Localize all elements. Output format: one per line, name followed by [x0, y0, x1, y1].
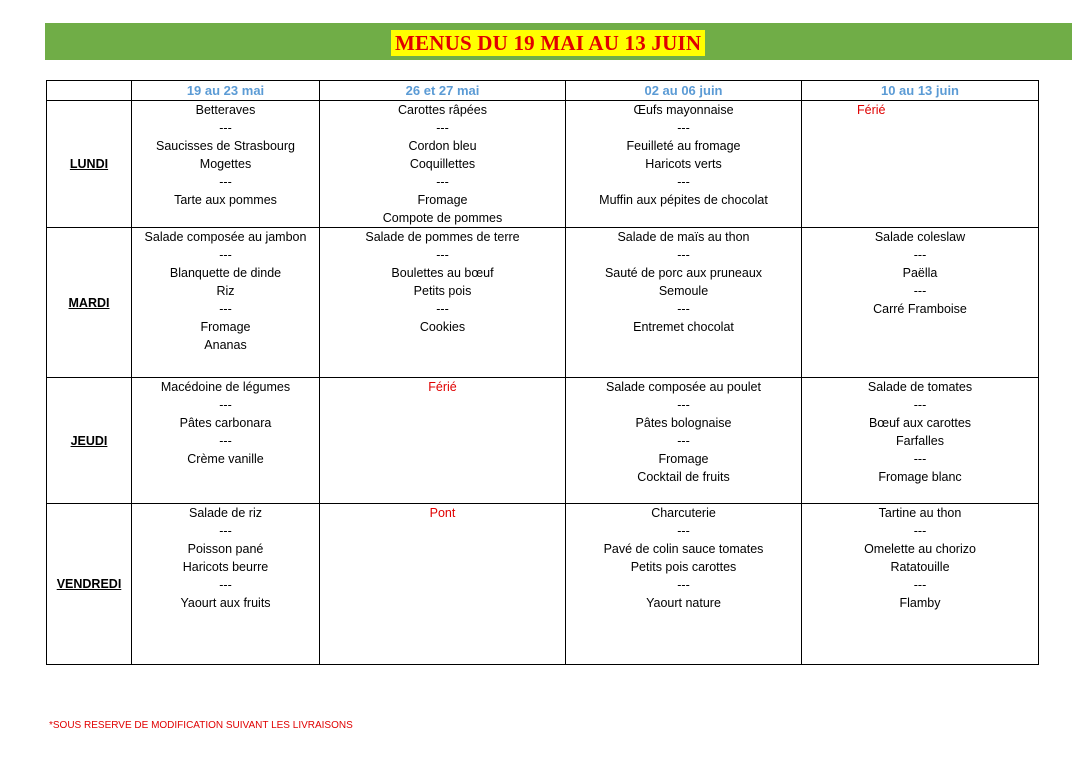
menu-item: Macédoine de légumes: [160, 380, 291, 394]
menu-item: Yaourt aux fruits: [180, 596, 271, 610]
week-header: 02 au 06 juin: [566, 81, 802, 101]
holiday-label: Férié: [428, 380, 457, 394]
menu-item: Tarte aux pommes: [174, 193, 277, 207]
course-separator: ---: [219, 578, 232, 592]
menu-item: Carottes râpées: [398, 103, 487, 117]
header-corner: [47, 81, 132, 101]
holiday-cell: [320, 378, 566, 504]
course-separator: ---: [436, 175, 449, 189]
course-separator: ---: [677, 524, 690, 538]
menu-cell: [132, 101, 320, 228]
menu-cell: [566, 504, 802, 665]
day-label: VENDREDI: [47, 504, 132, 665]
menu-item: Salade de tomates: [867, 380, 973, 394]
menu-item: Petits pois carottes: [630, 560, 737, 574]
day-label: JEUDI: [47, 378, 132, 504]
menu-cell: [566, 378, 802, 504]
menu-item: Salade de riz: [189, 506, 262, 520]
week-header: 19 au 23 mai: [132, 81, 320, 101]
course-separator: ---: [913, 248, 927, 262]
menu-item: Compote de pommes: [382, 211, 503, 225]
header-row: [47, 81, 1039, 101]
course-separator: ---: [219, 175, 232, 189]
menu-cell: [802, 378, 1039, 504]
menu-item: Fromage: [200, 320, 251, 334]
menu-item: Crème vanille: [187, 452, 264, 466]
menu-item: Carré Framboise: [873, 302, 967, 316]
menu-item: Betteraves: [195, 103, 256, 117]
week-header: 26 et 27 mai: [320, 81, 566, 101]
course-separator: ---: [436, 248, 449, 262]
course-separator: ---: [219, 398, 232, 412]
menu-item: Poisson pané: [187, 542, 264, 556]
holiday-cell: [802, 101, 1039, 228]
menu-row-lundi: [47, 101, 1039, 228]
course-separator: ---: [677, 434, 690, 448]
menu-row-jeudi: [47, 378, 1039, 504]
menu-item: Pavé de colin sauce tomates: [603, 542, 764, 556]
menu-item: Pâtes carbonara: [179, 416, 272, 430]
menu-item: Coquillettes: [409, 157, 476, 171]
week-header: 10 au 13 juin: [802, 81, 1039, 101]
holiday-label: Férié: [857, 103, 886, 117]
menu-cell: [566, 101, 802, 228]
menu-table: [46, 80, 1039, 665]
menu-item: Omelette au chorizo: [864, 542, 976, 556]
menu-cell: [802, 228, 1039, 378]
menu-item: Entremet chocolat: [633, 320, 734, 334]
course-separator: ---: [913, 452, 927, 466]
menu-item: Mogettes: [199, 157, 252, 171]
course-separator: ---: [677, 578, 690, 592]
course-separator: ---: [913, 578, 927, 592]
course-separator: ---: [677, 248, 690, 262]
menu-item: Muffin aux pépites de chocolat: [599, 193, 768, 207]
menu-item: Fromage: [417, 193, 468, 207]
course-separator: ---: [677, 302, 690, 316]
day-label: MARDI: [47, 228, 132, 378]
day-label: LUNDI: [47, 101, 132, 228]
menu-cell: [132, 228, 320, 378]
menu-item: Œufs mayonnaise: [633, 103, 734, 117]
menu-item: Cordon bleu: [408, 139, 477, 153]
holiday-cell: [320, 504, 566, 665]
course-separator: ---: [677, 398, 690, 412]
course-separator: ---: [436, 302, 449, 316]
course-separator: ---: [219, 248, 232, 262]
menu-item: Flamby: [899, 596, 941, 610]
menu-item: Sauté de porc aux pruneaux: [604, 266, 763, 280]
menu-item: Salade coleslaw: [874, 230, 966, 244]
menu-item: Ananas: [204, 338, 247, 352]
menu-cell: [132, 504, 320, 665]
menu-item: Riz: [216, 284, 235, 298]
menu-item: Petits pois: [413, 284, 472, 298]
menu-item: Tartine au thon: [878, 506, 962, 520]
course-separator: ---: [913, 284, 927, 298]
holiday-label: Pont: [429, 506, 456, 520]
course-separator: ---: [677, 121, 690, 135]
menu-item: Fromage: [658, 452, 709, 466]
course-separator: ---: [219, 121, 232, 135]
menu-item: Salade de maïs au thon: [617, 230, 750, 244]
menu-cell: [320, 101, 566, 228]
menu-cell: [320, 228, 566, 378]
course-separator: ---: [677, 175, 690, 189]
menu-item: Salade composée au poulet: [606, 380, 761, 394]
course-separator: ---: [219, 434, 232, 448]
menu-item: Paëlla: [902, 266, 938, 280]
menu-cell: [802, 504, 1039, 665]
menu-item: Saucisses de Strasbourg: [156, 139, 295, 153]
menu-item: Ratatouille: [890, 560, 950, 574]
course-separator: ---: [436, 121, 449, 135]
menu-item: Cocktail de fruits: [637, 470, 730, 484]
course-separator: ---: [913, 524, 927, 538]
menu-item: Bœuf aux carottes: [868, 416, 972, 430]
course-separator: ---: [219, 302, 232, 316]
menu-item: Charcuterie: [651, 506, 716, 520]
course-separator: ---: [219, 524, 232, 538]
menu-item: Boulettes au bœuf: [391, 266, 494, 280]
menu-item: Haricots verts: [645, 157, 722, 171]
menu-item: Pâtes bolognaise: [635, 416, 732, 430]
menu-item: Salade composée au jambon: [144, 230, 307, 244]
menu-cell: [132, 378, 320, 504]
menu-item: Salade de pommes de terre: [365, 230, 520, 244]
menu-row-mardi: [47, 228, 1039, 378]
footnote: *SOUS RESERVE DE MODIFICATION SUIVANT LES LIVRAISONS: [49, 720, 353, 731]
menu-item: Fromage blanc: [878, 470, 962, 484]
menu-item: Haricots beurre: [182, 560, 269, 574]
course-separator: ---: [913, 398, 927, 412]
page-title: MENUS DU 19 MAI AU 13 JUIN: [391, 30, 705, 56]
menu-item: Semoule: [658, 284, 709, 298]
menu-item: Feuilleté au fromage: [626, 139, 741, 153]
menu-item: Cookies: [419, 320, 466, 334]
menu-cell: [566, 228, 802, 378]
menu-item: Yaourt nature: [646, 596, 721, 610]
menu-item: Farfalles: [896, 434, 944, 448]
menu-item: Blanquette de dinde: [169, 266, 282, 280]
menu-row-vendredi: [47, 504, 1039, 665]
